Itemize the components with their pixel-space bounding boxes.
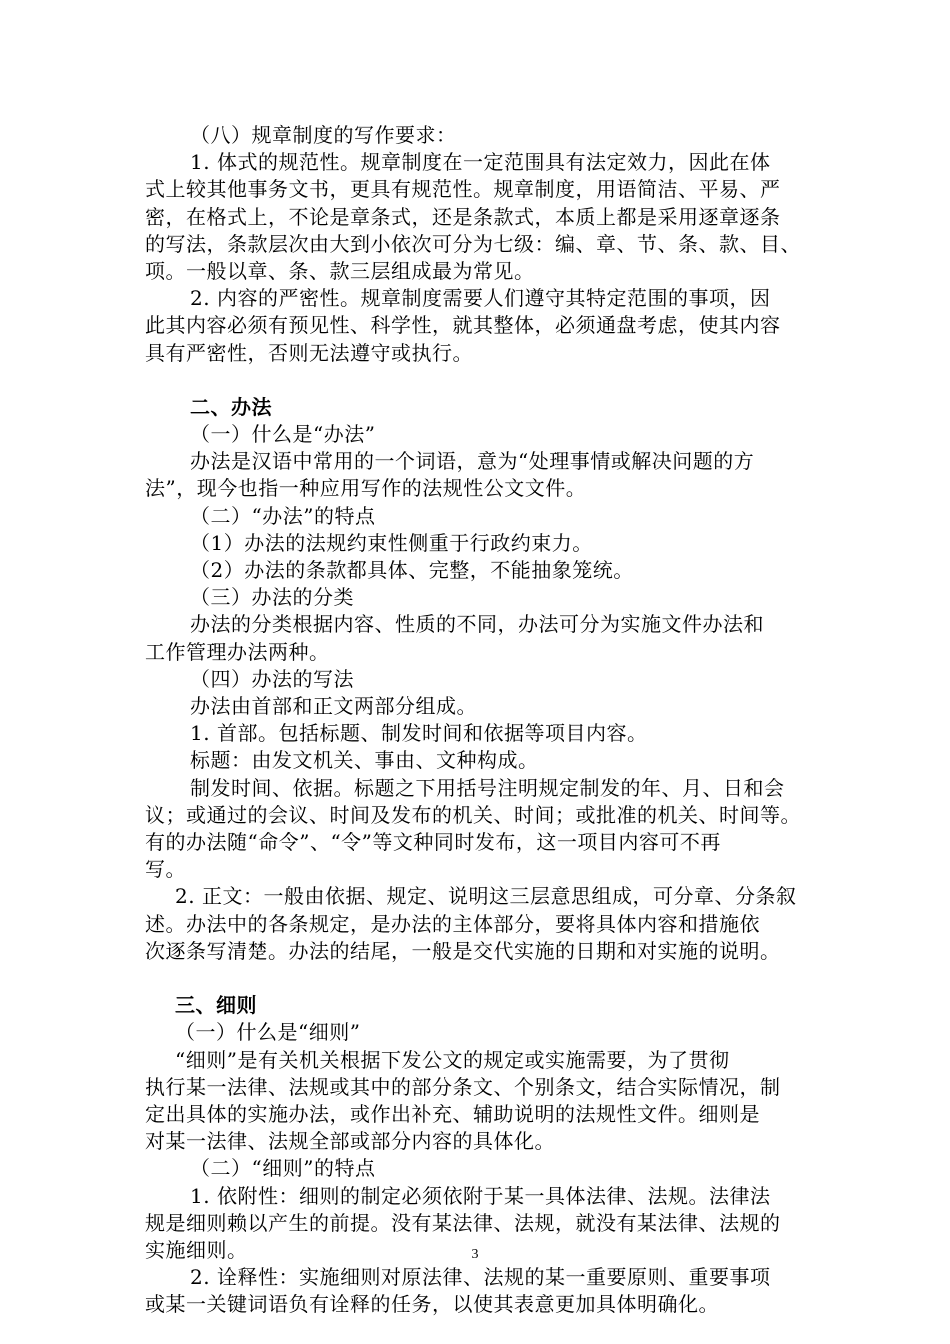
paragraph-line: 2. 正文：一般由依据、规定、说明这三层意思组成，可分章、分条叙 — [175, 884, 797, 909]
subheading: （一）什么是“细则” — [175, 1020, 361, 1045]
paragraph-line: 实施细则。 — [145, 1237, 248, 1262]
paragraph-line: 或某一关键词语负有诠释的任务，以使其表意更加具体明确化。 — [145, 1292, 719, 1317]
document-body — [145, 122, 825, 1319]
paragraph-line: 的写法，条款层次由大到小依次可分为七级：编、章、节、条、款、目、 — [145, 231, 801, 256]
subheading: （二）“细则”的特点 — [190, 1156, 376, 1181]
subheading-writing-requirements: （八）规章制度的写作要求： — [190, 123, 457, 147]
paragraph-line: 1. 首部。包括标题、制发时间和依据等项目内容。 — [190, 721, 648, 746]
page-number: 3 — [471, 1247, 479, 1262]
paragraph-line: 执行某一法律、法规或其中的部分条文、个别条文，结合实际情况，制 — [145, 1074, 781, 1099]
section-heading-banfa: 二、办法 — [190, 394, 272, 419]
subheading: （二）“办法”的特点 — [190, 503, 376, 528]
paragraph-line: 办法的分类根据内容、性质的不同，办法可分为实施文件办法和 — [190, 612, 764, 637]
subheading: （四）办法的写法 — [190, 666, 354, 691]
paragraph-line: 2. 诠释性：实施细则对原法律、法规的某一重要原则、重要事项 — [190, 1265, 771, 1290]
paragraph-line: 规是细则赖以产生的前提。没有某法律、法规，就没有某法律、法规的 — [145, 1210, 781, 1235]
section-heading-xize: 三、细则 — [175, 993, 257, 1018]
paragraph-line: 议；或通过的会议、时间及发布的机关、时间；或批准的机关、时间等。 — [145, 802, 801, 827]
paragraph-line: 写。 — [145, 857, 186, 882]
paragraph-line: 办法由首部和正文两部分组成。 — [190, 694, 477, 719]
paragraph-line: 1. 体式的规范性。规章制度在一定范围具有法定效力，因此在体 — [190, 150, 771, 175]
paragraph-line: 有的办法随“命令”、“令”等文种同时发布，这一项目内容可不再 — [145, 830, 721, 855]
paragraph-line: 次逐条写清楚。办法的结尾，一般是交代实施的日期和对实施的说明。 — [145, 938, 781, 963]
paragraph-line: 办法是汉语中常用的一个词语，意为“处理事情或解决问题的方 — [190, 449, 755, 474]
paragraph-line: 对某一法律、法规全部或部分内容的具体化。 — [145, 1129, 555, 1154]
paragraph-line: 式上较其他事务文书，更具有规范性。规章制度，用语简洁、平易、严 — [145, 177, 781, 202]
paragraph-line: 述。办法中的各条规定，是办法的主体部分，要将具体内容和措施依 — [145, 911, 760, 936]
paragraph-line: 具有严密性，否则无法遵守或执行。 — [145, 340, 473, 365]
paragraph-line: （2）办法的条款都具体、完整，不能抽象笼统。 — [190, 558, 634, 583]
paragraph-line: （1）办法的法规约束性侧重于行政约束力。 — [190, 530, 593, 555]
subheading: （三）办法的分类 — [190, 585, 354, 610]
paragraph-line: 此其内容必须有预见性、科学性，就其整体，必须通盘考虑，使其内容 — [145, 313, 781, 338]
paragraph-line: 定出具体的实施办法，或作出补充、辅助说明的法规性文件。细则是 — [145, 1101, 760, 1126]
paragraph-line: 工作管理办法两种。 — [145, 639, 330, 664]
paragraph-line: “细则”是有关机关根据下发公文的规定或实施需要，为了贯彻 — [175, 1047, 730, 1072]
paragraph-line: 2. 内容的严密性。规章制度需要人们遵守其特定范围的事项，因 — [190, 286, 771, 311]
subheading: （一）什么是“办法” — [190, 422, 376, 447]
paragraph-line: 标题：由发文机关、事由、文种构成。 — [190, 748, 539, 773]
paragraph-line: 密，在格式上，不论是章条式，还是条款式，本质上都是采用逐章逐条 — [145, 204, 781, 229]
paragraph-line: 制发时间、依据。标题之下用括号注明规定制发的年、月、日和会 — [190, 775, 785, 800]
paragraph-line: 1. 依附性：细则的制定必须依附于某一具体法律、法规。法律法 — [190, 1183, 771, 1208]
paragraph-line: 法”，现今也指一种应用写作的法规性公文文件。 — [145, 476, 587, 501]
paragraph-line: 项。一般以章、条、款三层组成最为常见。 — [145, 259, 535, 284]
